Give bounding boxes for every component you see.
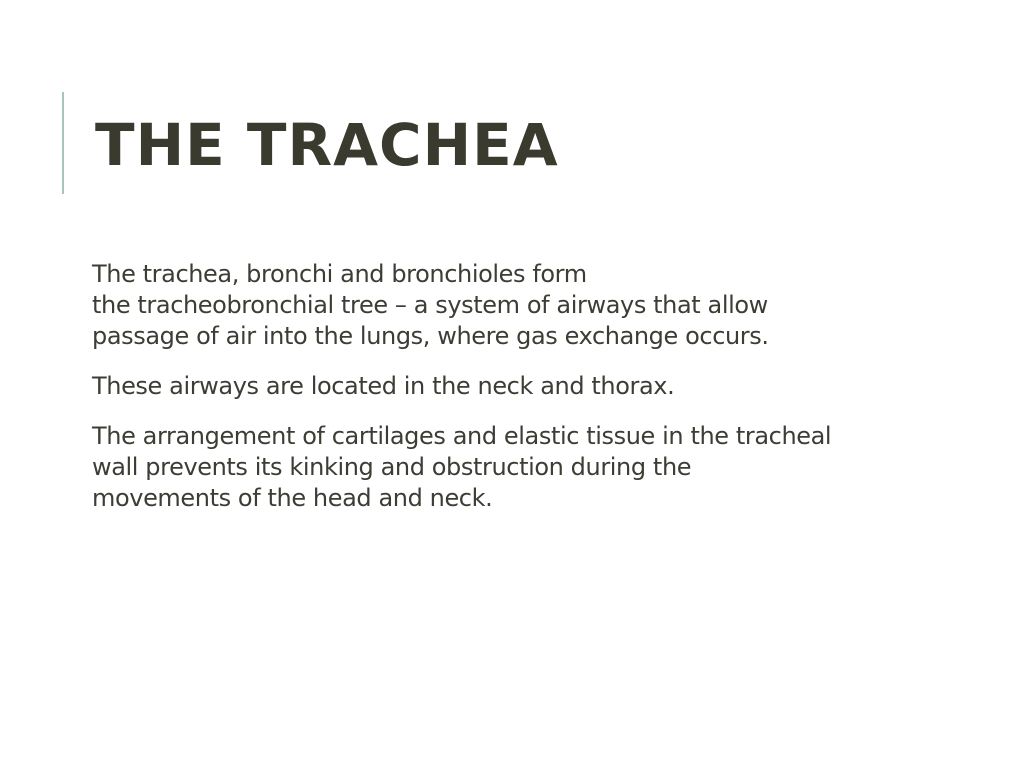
paragraph-line: passage of air into the lungs, where gas exchange occurs. [92,322,769,350]
paragraph-tracheobronchial-tree [92,259,972,352]
paragraph-line: wall prevents its kinking and obstruction during the [92,453,692,481]
paragraph-line: These airways are located in the neck and thorax. [92,372,675,400]
title-accent-bar [62,92,64,194]
paragraph-cartilage-arrangement [92,421,972,514]
paragraph-airway-location [92,371,972,402]
slide-body [92,259,972,533]
slide-title: THE TRACHEA [95,111,559,179]
paragraph-line: movements of the head and neck. [92,484,493,512]
paragraph-line: The trachea, bronchi and bronchioles form [92,260,587,288]
paragraph-line: the tracheobronchial tree – a system of airways that allow [92,291,768,319]
paragraph-line: The arrangement of cartilages and elastic tissue in the tracheal [92,422,832,450]
